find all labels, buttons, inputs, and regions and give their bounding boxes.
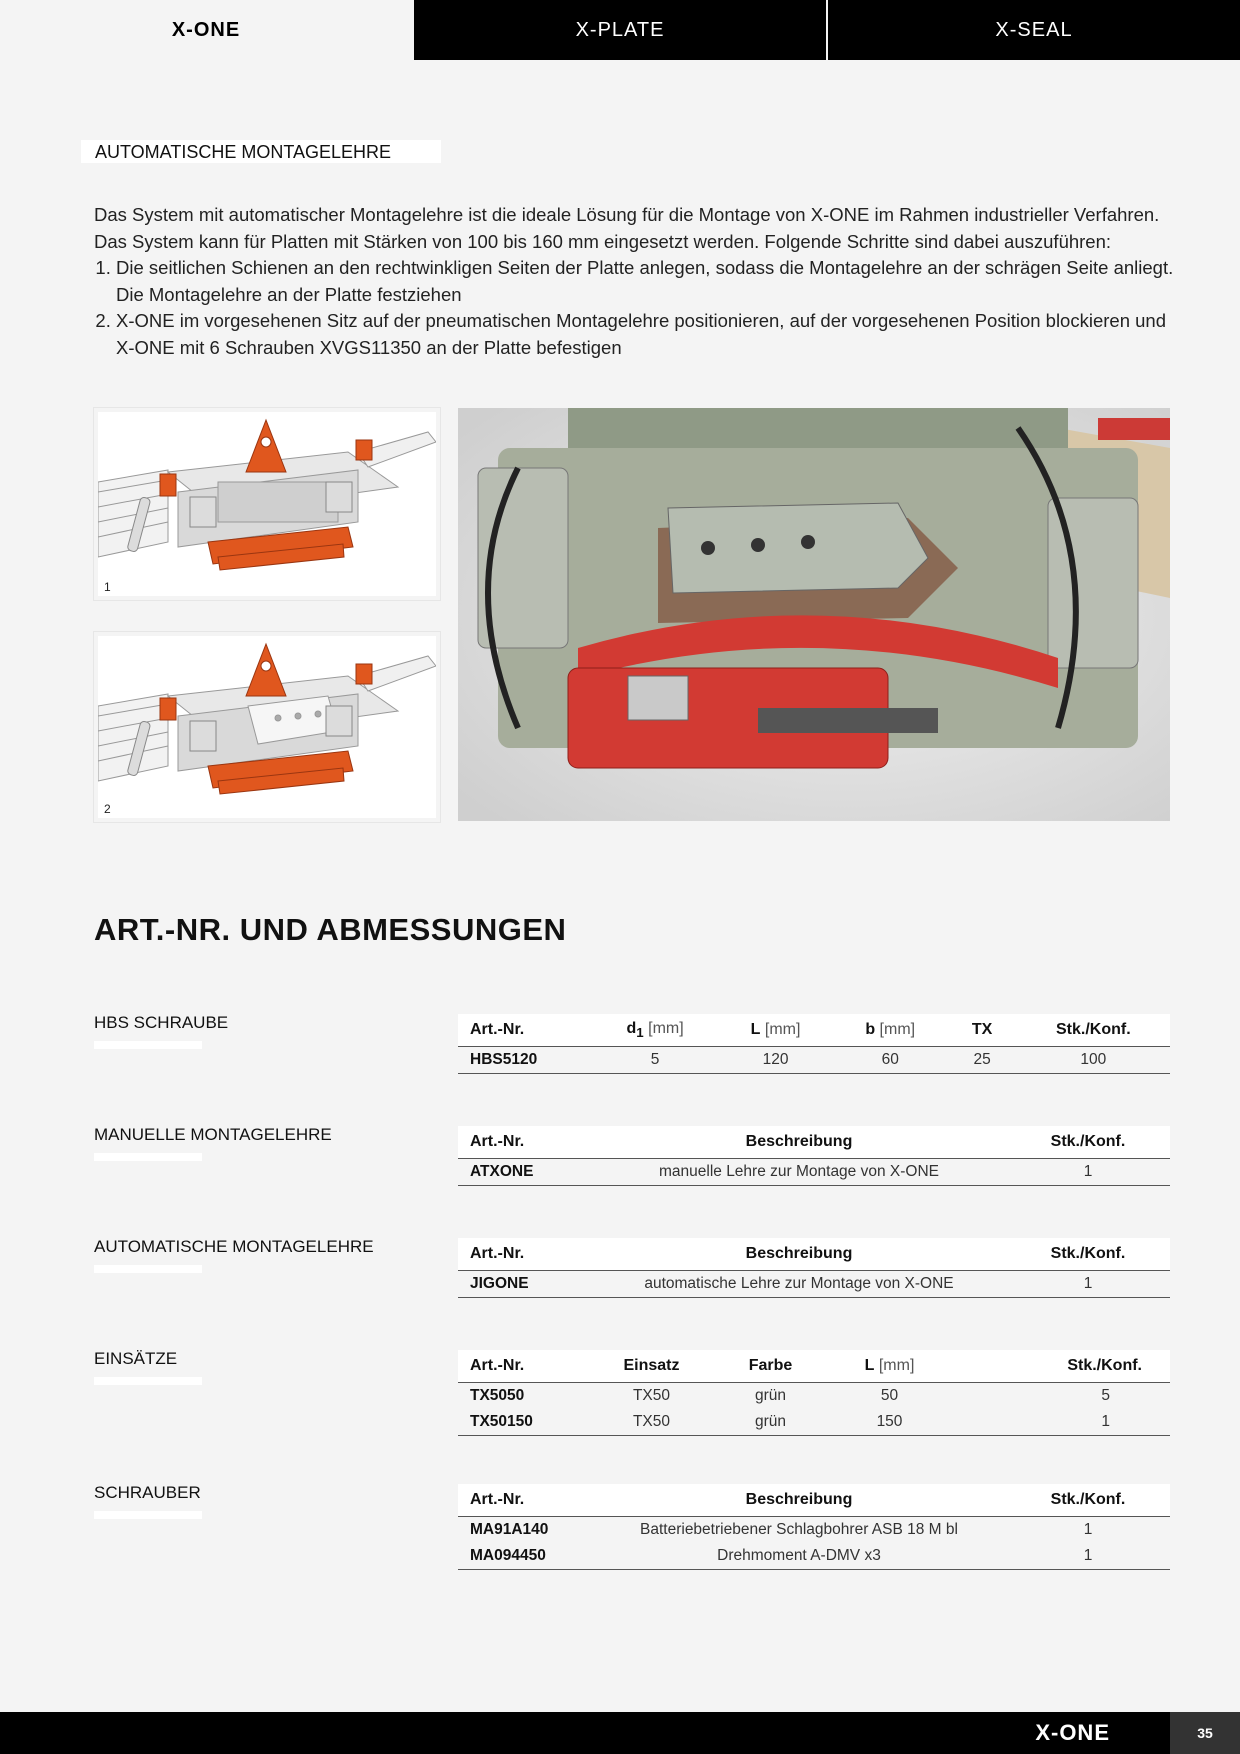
col-tx: TX (948, 1014, 1017, 1047)
table-row (458, 1517, 1170, 1544)
cell-desc: manuelle Lehre zur Montage von X-ONE (592, 1159, 1006, 1186)
col-stk: Stk./Konf. (1006, 1238, 1170, 1271)
group-label-einsaetze-text: EINSÄTZE (94, 1349, 178, 1368)
figure-1-number: 1 (104, 580, 111, 594)
page-footer (0, 1712, 1240, 1754)
cell-farbe: grün (754, 1387, 787, 1404)
col-art: Art.-Nr. (458, 1484, 592, 1517)
group-label-schrauber (94, 1483, 202, 1519)
col-d1 (592, 1014, 718, 1047)
footer-brand: X-ONE (1035, 1720, 1110, 1745)
tab-x-one[interactable]: X-ONE (0, 0, 412, 60)
page-number: 35 (1170, 1712, 1240, 1754)
cell-desc: automatische Lehre zur Montage von X-ONE (592, 1271, 1006, 1298)
group-label-hbs (94, 1013, 228, 1049)
col-desc: Beschreibung (592, 1126, 1006, 1159)
tab-x-plate[interactable]: X-PLATE (412, 0, 826, 60)
steps-list (94, 255, 1174, 361)
group-label-hbs-text: HBS SCHRAUBE (94, 1013, 229, 1032)
col-d1-unit: [mm] (643, 1019, 684, 1037)
table-row (458, 1159, 1170, 1186)
table-row (458, 1271, 1170, 1298)
jig-photo (458, 408, 1170, 821)
group-label-auto (94, 1237, 374, 1273)
col-l-unit: [mm] (760, 1021, 801, 1038)
table-row (458, 1383, 1170, 1410)
col-l-sym: L (750, 1021, 761, 1038)
cell-stk: 1 (1006, 1271, 1170, 1298)
group-label-einsaetze (94, 1349, 202, 1385)
cell-desc: Drehmoment A-DMV x3 (592, 1543, 1006, 1570)
col-art: Art.-Nr. (458, 1350, 592, 1383)
col-d1-sub: 1 (636, 1025, 644, 1041)
group-label-manual-text: MANUELLE MONTAGELEHRE (94, 1125, 332, 1144)
cell-art: ATXONE (458, 1159, 592, 1186)
col-l (718, 1014, 833, 1047)
table-row (458, 1409, 1170, 1436)
col-b (833, 1014, 948, 1047)
col-art: Art.-Nr. (458, 1126, 592, 1159)
col-desc: Beschreibung (592, 1484, 1006, 1517)
cell-stk: 1 (1006, 1159, 1170, 1186)
col-stk: Stk./Konf. (1006, 1126, 1170, 1159)
figure-1-drawing (94, 408, 440, 600)
group-label-schrauber-text: SCHRAUBER (94, 1483, 201, 1502)
col-b-unit: [mm] (875, 1021, 916, 1038)
col-stk: Stk./Konf. (1006, 1484, 1170, 1517)
cell-tx: 25 (948, 1047, 1017, 1074)
step-1: 1. Die seitlichen Schienen an den rechtwinkligen Seiten der Platte anlegen, sodass die Montagelehre an der schrägen Seite anliegt. Die Montagelehre an der Platte festziehen (116, 255, 1174, 308)
cell-einsatz: TX50 (632, 1387, 671, 1404)
col-art: Art.-Nr. (458, 1238, 592, 1271)
top-tab-bar (0, 0, 1240, 60)
intro-line-1: Das System mit automatischer Montagelehre ist die ideale Lösung für die Montage von X-ONE im Rahmen industrieller Verfahren. (94, 204, 1160, 225)
col-b-sym: b (865, 1021, 876, 1038)
cell-stk: 5 (1101, 1387, 1110, 1404)
cell-stk: 100 (1017, 1047, 1170, 1074)
cell-stk: 1 (1006, 1543, 1170, 1570)
col-farbe: Farbe (711, 1350, 830, 1383)
tab-x-seal[interactable]: X-SEAL (826, 0, 1240, 60)
col-desc: Beschreibung (592, 1238, 1006, 1271)
table-row (458, 1047, 1170, 1074)
col-l (830, 1350, 949, 1383)
figure-2-number: 2 (104, 802, 111, 816)
col-stk: Stk./Konf. (1017, 1014, 1170, 1047)
intro-line-2: Das System kann für Platten mit Stärken von 100 bis 160 mm eingesetzt werden. Folgende Schritte sind dabei auszuführen: (94, 230, 1112, 252)
figure-2-drawing (94, 632, 440, 822)
cell-d1: 5 (592, 1047, 718, 1074)
cell-stk: 1 (1083, 1521, 1093, 1538)
section-title: AUTOMATISCHE MONTAGELEHRE (81, 140, 441, 163)
table-row (458, 1543, 1170, 1570)
table-schrauber (458, 1484, 1170, 1570)
col-einsatz: Einsatz (592, 1350, 711, 1383)
table-auto (458, 1238, 1170, 1298)
cell-art: MA094450 (458, 1543, 592, 1570)
cell-desc: Batteriebetriebener Schlagbohrer ASB 18 M bl (640, 1521, 958, 1538)
cell-l: 50 (880, 1387, 899, 1404)
col-d1-sym: d (626, 1019, 637, 1037)
cell-farbe: grün (711, 1409, 830, 1436)
step-2: 2. X-ONE im vorgesehenen Sitz auf der pneumatischen Montagelehre positionieren, auf der vorgesehenen Position blockieren und X-ONE mit 6 Schrauben XVGS11350 an der Platte befestigen (116, 308, 1174, 361)
cell-l: 150 (830, 1409, 949, 1436)
cell-b: 60 (833, 1047, 948, 1074)
col-art: Art.-Nr. (458, 1014, 592, 1047)
cell-art: MA91A140 (470, 1521, 549, 1538)
cell-einsatz: TX50 (592, 1409, 711, 1436)
table-einsaetze (458, 1350, 1170, 1436)
group-label-auto-text: AUTOMATISCHE MONTAGELEHRE (94, 1237, 374, 1256)
col-l-unit: [mm] (874, 1357, 915, 1374)
table-manual (458, 1126, 1170, 1186)
table-hbs (458, 1014, 1170, 1074)
cell-art: JIGONE (458, 1271, 592, 1298)
intro-text (94, 202, 1174, 361)
col-stk: Stk./Konf. (949, 1350, 1170, 1383)
cell-stk: 1 (949, 1409, 1170, 1436)
cell-art: TX5050 (470, 1387, 525, 1404)
dimensions-heading: ART.-NR. UND ABMESSUNGEN (94, 912, 567, 947)
cell-art: TX50150 (458, 1409, 592, 1436)
cell-art: HBS5120 (458, 1047, 592, 1074)
group-label-manual (94, 1125, 332, 1161)
col-l-sym: L (864, 1357, 875, 1374)
cell-l: 120 (718, 1047, 833, 1074)
